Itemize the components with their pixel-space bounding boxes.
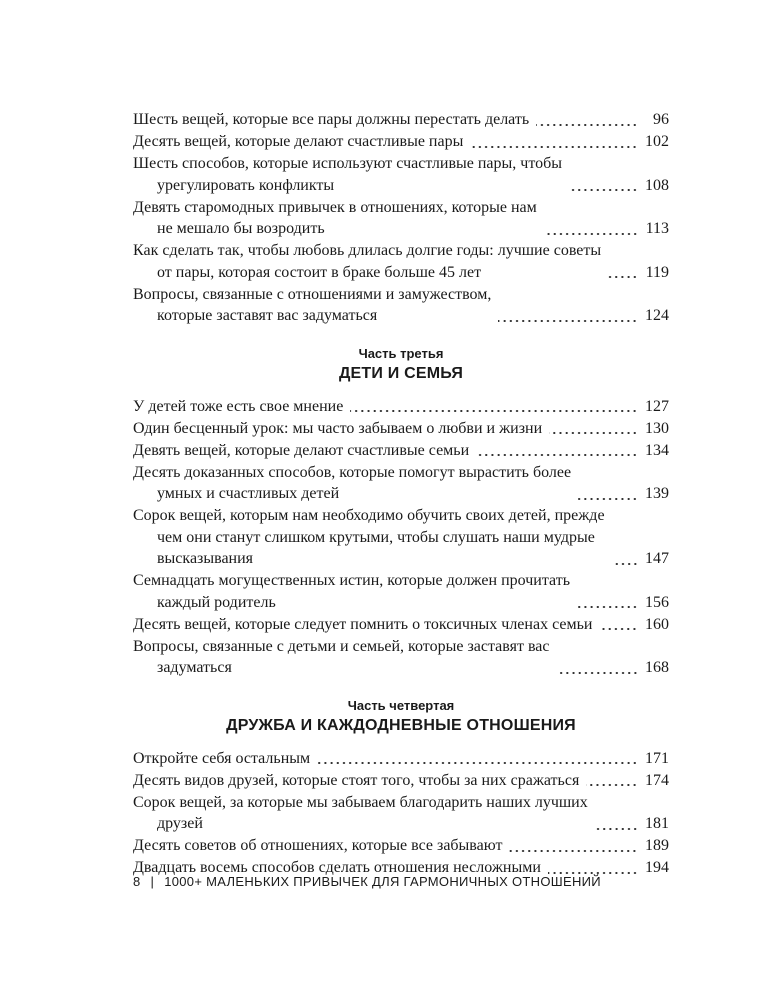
toc-entry-title bbox=[133, 131, 463, 153]
toc-entry-line: Откройте себя остальным bbox=[133, 749, 311, 767]
page-footer bbox=[133, 874, 601, 889]
footer-separator: | bbox=[150, 874, 155, 889]
toc-entry-continuation-line: друзей bbox=[157, 815, 203, 832]
toc-entry-page-number: 174 bbox=[645, 771, 669, 789]
dot-leader bbox=[544, 233, 638, 235]
toc-entry-continuation-line: от пары, которая состоит в браке больше 45 лет bbox=[157, 263, 482, 281]
table-of-contents bbox=[133, 109, 669, 879]
toc-entry-title bbox=[133, 770, 579, 792]
toc-entry-title bbox=[133, 792, 588, 835]
toc-part4-list bbox=[133, 748, 669, 879]
toc-entry-page-number: 108 bbox=[645, 176, 669, 194]
toc-entry bbox=[133, 240, 669, 283]
toc-entry-continuation-line: которые заставят вас задуматься bbox=[157, 307, 378, 324]
part4-label: Часть четвертая bbox=[347, 697, 455, 713]
toc-entry-title bbox=[133, 835, 502, 857]
toc-entry-line: Шесть способов, которые используют счастливые пары, чтобы bbox=[133, 155, 562, 172]
toc-entry-line: Десять вещей, которые следует помнить о токсичных членах семьи bbox=[133, 615, 593, 633]
dot-leader bbox=[608, 276, 638, 278]
toc-entry-page-number: 194 bbox=[645, 859, 669, 876]
dot-leader bbox=[599, 628, 638, 630]
dot-leader bbox=[595, 828, 638, 830]
dot-leader bbox=[557, 672, 639, 674]
toc-entry-continuation-line: умных и счастливых детей bbox=[157, 485, 340, 502]
toc-entry-line: Сорок вещей, которым нам необходимо обучить своих детей, прежде bbox=[133, 507, 605, 524]
toc-entry-title bbox=[133, 505, 605, 570]
toc-entry bbox=[133, 131, 669, 153]
toc-entry bbox=[133, 770, 669, 792]
toc-entry-title bbox=[133, 396, 343, 418]
dot-leader bbox=[578, 498, 638, 500]
toc-entry-line: Десять доказанных способов, которые помогут вырастить более bbox=[133, 463, 572, 481]
toc-entry-page-number: 168 bbox=[645, 659, 669, 676]
toc-entry bbox=[133, 440, 669, 462]
toc-entry-line: Девять старомодных привычек в отношениях, которые нам bbox=[133, 198, 537, 216]
toc-entry-page-number: 102 bbox=[645, 133, 669, 150]
toc-entry-title bbox=[133, 153, 562, 196]
toc-entry-line: Десять видов друзей, которые стоят того, чтобы за них сражаться bbox=[133, 771, 580, 789]
dot-leader bbox=[586, 784, 638, 786]
toc-entry-title bbox=[133, 418, 542, 440]
toc-entry-continuation-line: высказывания bbox=[157, 550, 254, 567]
part3-heading: ДЕТИ И СЕМЬЯ bbox=[338, 364, 464, 382]
toc-entry bbox=[133, 197, 669, 240]
toc-entry bbox=[133, 636, 669, 679]
toc-entry-title bbox=[133, 570, 570, 613]
toc-entry-continuation-line: не мешало бы возродить bbox=[157, 220, 325, 237]
toc-entry-line: Десять вещей, которые делают счастливые пары bbox=[133, 133, 464, 150]
toc-entry-title bbox=[133, 636, 550, 679]
dot-leader bbox=[612, 563, 638, 565]
part3-label: Часть третья bbox=[358, 345, 444, 361]
toc-entry bbox=[133, 109, 669, 131]
toc-entry-continuation-line: задуматься bbox=[157, 659, 232, 676]
toc-entry-continuation-line: чем они станут слишком крутыми, чтобы слушать наши мудрые bbox=[157, 528, 595, 546]
toc-entry-page-number: 113 bbox=[645, 220, 669, 237]
dot-leader bbox=[569, 189, 638, 191]
toc-entry bbox=[133, 462, 669, 505]
toc-entry-title bbox=[133, 462, 571, 505]
toc-entry-line: Двадцать восемь способов сделать отношения несложными bbox=[133, 859, 541, 876]
toc-entry-line: Девять вещей, которые делают счастливые семьи bbox=[133, 441, 470, 459]
toc-entry-continuation-line: урегулировать конфликты bbox=[157, 176, 335, 194]
toc-entry bbox=[133, 748, 669, 770]
toc-entry-line: У детей тоже есть свое мнение bbox=[133, 397, 344, 415]
toc-entry-page-number: 171 bbox=[645, 749, 669, 767]
toc-entry-page-number: 130 bbox=[645, 419, 669, 437]
dot-leader bbox=[549, 432, 638, 434]
toc-entry-line: Семнадцать могущественных истин, которые должен прочитать bbox=[133, 572, 570, 589]
toc-entry-page-number: 139 bbox=[645, 485, 669, 502]
toc-entry bbox=[133, 614, 669, 636]
toc-entry-title bbox=[133, 240, 601, 283]
toc-entry bbox=[133, 505, 669, 570]
toc-part3-list bbox=[133, 396, 669, 679]
footer-book-title: 1000+ МАЛЕНЬКИХ ПРИВЫЧЕК ДЛЯ ГАРМОНИЧНЫХ ОТНОШЕНИЙ bbox=[164, 874, 601, 889]
toc-entry-page-number: 119 bbox=[645, 263, 669, 281]
toc-entry-page-number: 181 bbox=[645, 815, 669, 832]
toc-entry-page-number: 134 bbox=[645, 441, 669, 459]
toc-entry-title bbox=[133, 284, 491, 327]
dot-leader bbox=[498, 320, 638, 322]
toc-entry-title bbox=[133, 748, 310, 770]
toc-entry-page-number: 124 bbox=[645, 307, 669, 324]
dot-leader bbox=[577, 606, 638, 608]
part4-heading: ДРУЖБА И КАЖДОДНЕВНЫЕ ОТНОШЕНИЯ bbox=[226, 716, 576, 734]
toc-entry-line: Вопросы, связанные с детьми и семьей, которые заставят вас bbox=[133, 637, 550, 655]
dot-leader bbox=[317, 762, 638, 764]
dot-leader bbox=[470, 146, 638, 148]
toc-entry bbox=[133, 418, 669, 440]
toc-entry bbox=[133, 153, 669, 196]
dot-leader bbox=[509, 850, 638, 852]
toc-entry-continuation-line: каждый родитель bbox=[157, 593, 276, 611]
toc-entry-page-number: 96 bbox=[653, 111, 669, 128]
toc-part2-list bbox=[133, 109, 669, 327]
toc-entry-page-number: 189 bbox=[645, 837, 669, 854]
toc-entry-line: Вопросы, связанные с отношениями и замужеством, bbox=[133, 285, 492, 303]
toc-entry-line: Десять советов об отношениях, которые все забывают bbox=[133, 837, 503, 854]
toc-entry-line: Сорок вещей, за которые мы забываем благодарить наших лучших bbox=[133, 793, 588, 811]
toc-entry bbox=[133, 835, 669, 857]
toc-entry-page-number: 160 bbox=[645, 615, 669, 633]
toc-entry-line: Один бесценный урок: мы часто забываем о любви и жизни bbox=[133, 419, 543, 437]
part4-section-header bbox=[133, 697, 669, 737]
toc-entry-title bbox=[133, 197, 537, 240]
toc-entry-page-number: 127 bbox=[645, 397, 669, 415]
dot-leader bbox=[350, 410, 638, 412]
footer-page-number: 8 bbox=[133, 874, 141, 889]
toc-entry-title bbox=[133, 440, 469, 462]
toc-entry-title bbox=[133, 614, 592, 636]
toc-entry bbox=[133, 284, 669, 327]
toc-entry-page-number: 147 bbox=[645, 550, 669, 567]
dot-leader bbox=[476, 454, 638, 456]
dot-leader bbox=[536, 124, 638, 126]
part3-section-header bbox=[133, 345, 669, 385]
toc-entry-title bbox=[133, 109, 529, 131]
toc-entry-page-number: 156 bbox=[645, 593, 669, 611]
toc-entry-line: Как сделать так, чтобы любовь длилась долгие годы: лучшие советы bbox=[133, 242, 602, 259]
toc-entry-line: Шесть вещей, которые все пары должны перестать делать bbox=[133, 111, 530, 128]
toc-entry bbox=[133, 570, 669, 613]
toc-entry bbox=[133, 396, 669, 418]
toc-entry bbox=[133, 792, 669, 835]
